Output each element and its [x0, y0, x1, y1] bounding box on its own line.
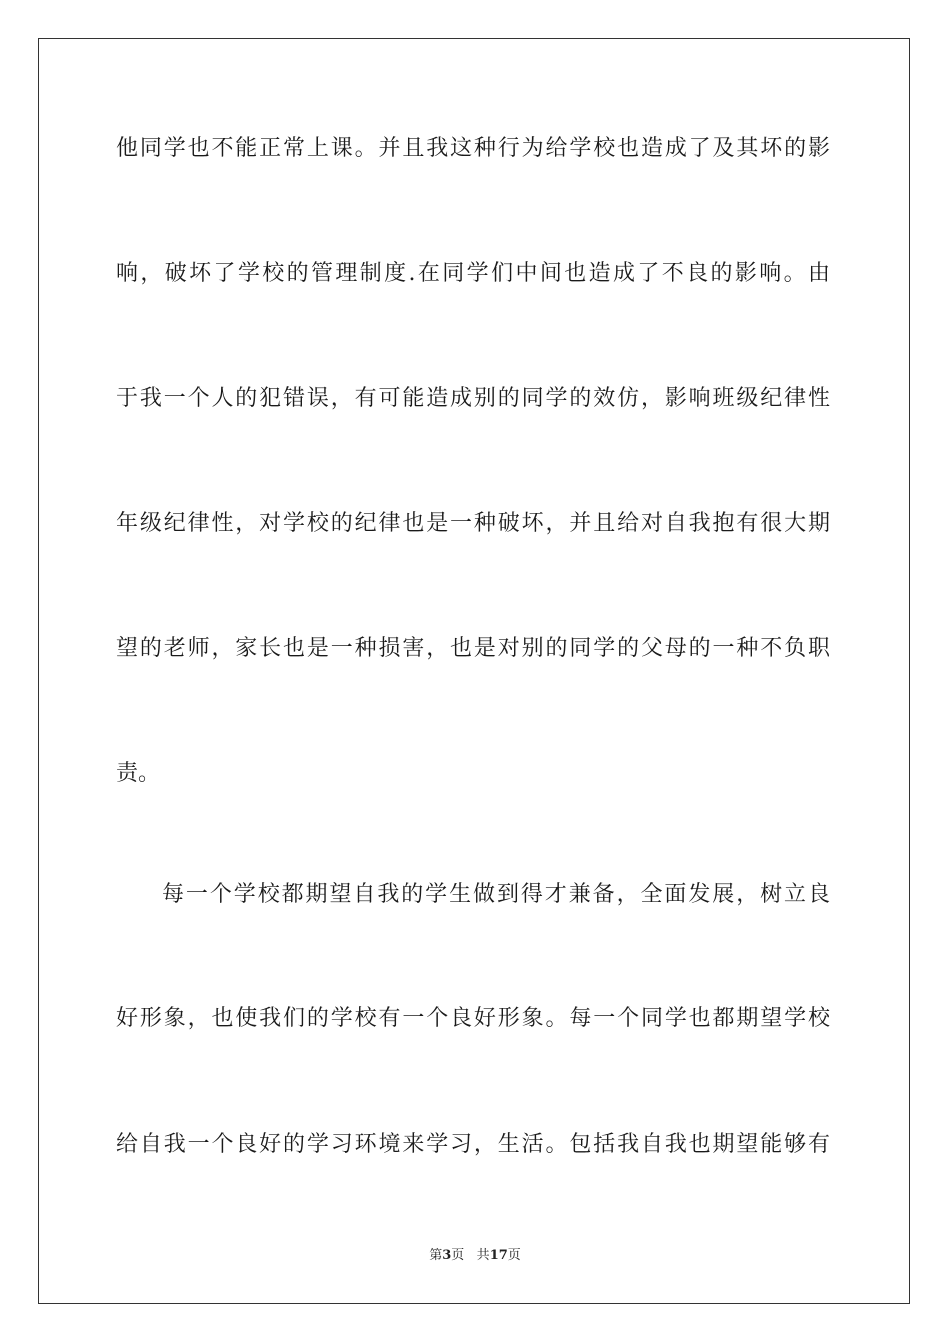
body-line-4: 年级纪律性，对学校的纪律也是一种破坏，并且给对自我抱有很大期 — [116, 511, 830, 536]
footer-total-prefix: 共 — [476, 1248, 490, 1263]
body-line-5: 望的老师，家长也是一种损害，也是对别的同学的父母的一种不负职 — [116, 636, 830, 661]
page-footer — [0, 1247, 950, 1265]
page-border — [38, 38, 910, 1304]
body-line-2: 响，破坏了学校的管理制度.在同学们中间也造成了不良的影响。由 — [116, 261, 830, 286]
footer-total-pages: 17 — [489, 1248, 508, 1263]
footer-page-prefix: 第 — [429, 1248, 443, 1263]
footer-page-number: 3 — [442, 1248, 452, 1263]
paragraph-2-line-1: 每一个学校都期望自我的学生做到得才兼备，全面发展，树立良 — [162, 882, 830, 907]
footer-page-suffix: 页 — [451, 1248, 465, 1263]
body-line-1: 他同学也不能正常上课。并且我这种行为给学校也造成了及其坏的影 — [116, 136, 830, 161]
paragraph-2-line-2: 好形象，也使我们的学校有一个良好形象。每一个同学也都期望学校 — [116, 1006, 830, 1031]
body-line-3: 于我一个人的犯错误，有可能造成别的同学的效仿，影响班级纪律性 — [116, 386, 830, 411]
footer-total-suffix: 页 — [507, 1248, 521, 1263]
body-line-6: 责。 — [116, 761, 161, 786]
paragraph-2-line-3: 给自我一个良好的学习环境来学习，生活。包括我自我也期望能够有 — [116, 1132, 830, 1157]
